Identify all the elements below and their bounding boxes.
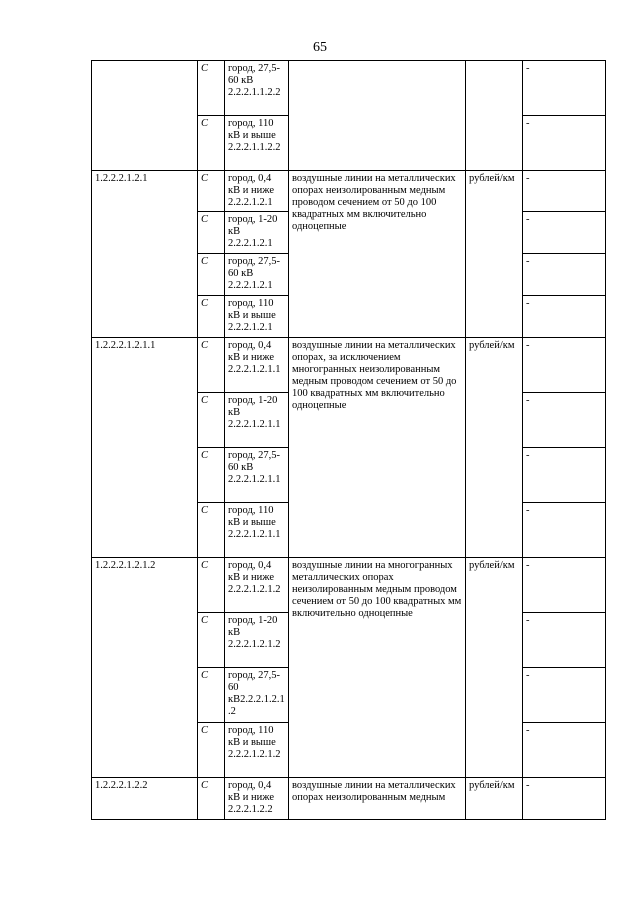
row-name: город, 27,5-60 кВ 2.2.2.1.2.1.1	[225, 448, 289, 503]
row-unit: рублей/км	[466, 558, 523, 778]
row-letter: C	[198, 723, 225, 778]
row-name: город, 27,5-60 кВ 2.2.2.1.2.1	[225, 254, 289, 296]
row-value: -	[523, 254, 606, 296]
row-unit: рублей/км	[466, 778, 523, 820]
table-row	[92, 61, 606, 116]
tariff-table	[91, 60, 606, 820]
row-description-cell	[289, 61, 466, 171]
row-code: 1.2.2.2.1.2.1.2	[92, 558, 198, 778]
row-value: -	[523, 296, 606, 338]
row-name: город, 0,4 кВ и ниже 2.2.2.1.2.1.1	[225, 338, 289, 393]
row-name: город, 1-20 кВ 2.2.2.1.2.1.1	[225, 393, 289, 448]
row-name: город, 1-20 кВ 2.2.2.1.2.1.2	[225, 613, 289, 668]
row-name: город, 110 кВ и выше 2.2.2.1.1.2.2	[225, 116, 289, 171]
row-value: -	[523, 668, 606, 723]
row-value: -	[523, 558, 606, 613]
row-value: -	[523, 778, 606, 820]
row-name: город, 110 кВ и выше 2.2.2.1.2.1	[225, 296, 289, 338]
table-row	[92, 171, 606, 212]
page-number: 65	[313, 40, 327, 55]
row-name: город, 0,4 кВ и ниже 2.2.2.1.2.1.2	[225, 558, 289, 613]
row-letter: C	[198, 116, 225, 171]
row-letter: C	[198, 393, 225, 448]
row-value: -	[523, 61, 606, 116]
row-code: 1.2.2.2.1.2.1.1	[92, 338, 198, 558]
row-letter: C	[198, 558, 225, 613]
row-name: город, 0,4 кВ и ниже 2.2.2.1.2.1	[225, 171, 289, 212]
row-name: город, 110 кВ и выше 2.2.2.1.2.1.1	[225, 503, 289, 558]
row-letter: C	[198, 61, 225, 116]
table-row	[92, 558, 606, 613]
row-code: 1.2.2.2.1.2.1	[92, 171, 198, 338]
row-letter: C	[198, 448, 225, 503]
row-value: -	[523, 393, 606, 448]
row-name: город, 0,4 кВ и ниже 2.2.2.1.2.2	[225, 778, 289, 820]
row-value: -	[523, 171, 606, 212]
row-description: воздушные линии на металлических опорах неизолированным медным проводом сечением от 50 до 100 квадратных мм включительно одноцепные	[289, 171, 466, 338]
row-letter: C	[198, 171, 225, 212]
row-name: город, 27,5-60 кВ2.2.2.1.2.1.2	[225, 668, 289, 723]
row-name: город, 1-20 кВ 2.2.2.1.2.1	[225, 212, 289, 254]
row-description: воздушные линии на металлических опорах, за исключением многогранных неизолированным медным проводом сечением от 50 до 100 квадратных мм включительно одноцепные	[289, 338, 466, 558]
row-code: 1.2.2.2.1.2.2	[92, 778, 198, 820]
row-name: город, 110 кВ и выше 2.2.2.1.2.1.2	[225, 723, 289, 778]
row-value: -	[523, 448, 606, 503]
table-row	[92, 338, 606, 393]
row-value: -	[523, 613, 606, 668]
row-letter: C	[198, 338, 225, 393]
row-value: -	[523, 503, 606, 558]
row-unit-cell	[466, 61, 523, 171]
row-letter: C	[198, 254, 225, 296]
row-value: -	[523, 116, 606, 171]
row-value: -	[523, 212, 606, 254]
row-letter: C	[198, 503, 225, 558]
row-letter: C	[198, 613, 225, 668]
table-row	[92, 778, 606, 820]
row-value: -	[523, 338, 606, 393]
row-value: -	[523, 723, 606, 778]
row-description: воздушные линии на металлических опорах неизолированным медным	[289, 778, 466, 820]
row-unit: рублей/км	[466, 338, 523, 558]
row-letter: C	[198, 212, 225, 254]
row-description: воздушные линии на многогранных металлических опорах неизолированным медным проводом сечением от 50 до 100 квадратных мм включительно одноцепные	[289, 558, 466, 778]
row-code-cell	[92, 61, 198, 171]
row-letter: C	[198, 296, 225, 338]
row-letter: C	[198, 778, 225, 820]
row-letter: C	[198, 668, 225, 723]
row-unit: рублей/км	[466, 171, 523, 338]
row-name: город, 27,5-60 кВ 2.2.2.1.1.2.2	[225, 61, 289, 116]
